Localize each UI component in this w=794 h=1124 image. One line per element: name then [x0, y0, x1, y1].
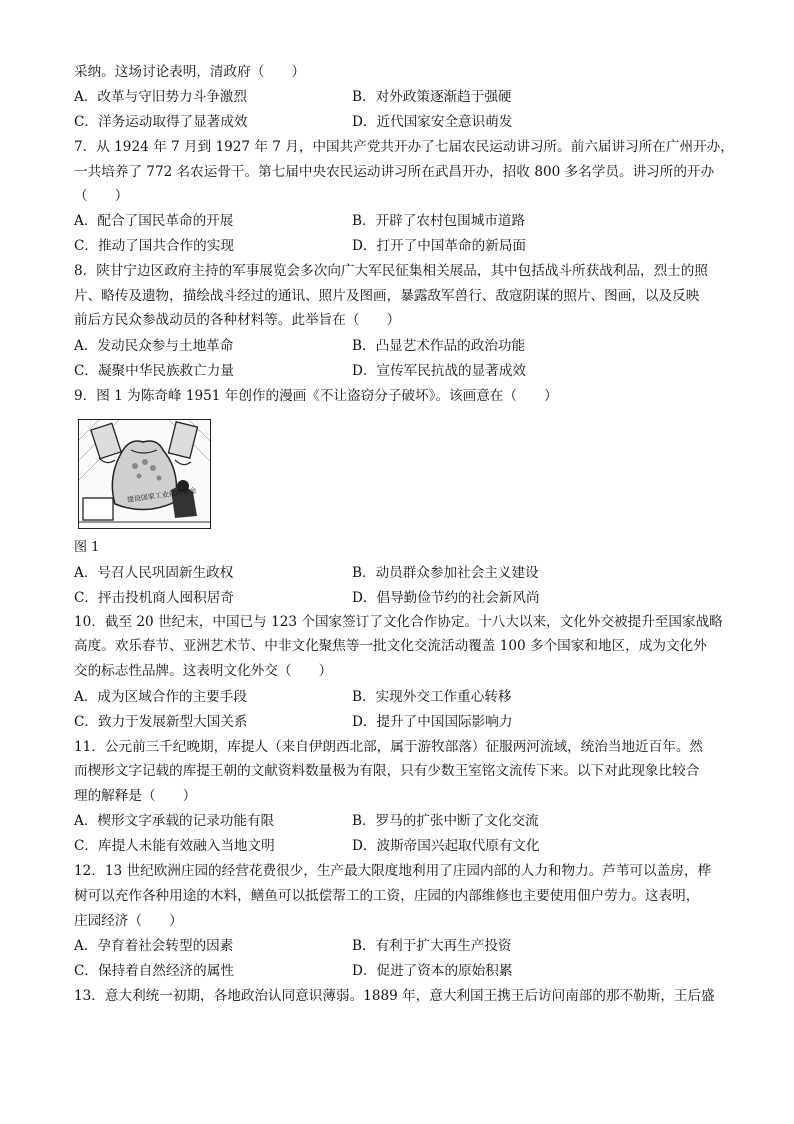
- q8-option-b[interactable]: B．凸显艺术作品的政治功能: [352, 338, 526, 354]
- q12-stem-line-2: 树可以充作各种用途的木料，鳝鱼可以抵偿帮工的工资，庄园的内部维修也主要使用佃户劳力。这表明，: [74, 888, 700, 904]
- q7-stem-line-1: 7．从 1924 年 7 月到 1927 年 7 月，中国共产党共开办了七届农民运动讲习所。前六届讲习所在广州开办，: [74, 139, 734, 155]
- q9-option-c[interactable]: C．抨击投机商人囤积居奇: [74, 590, 234, 606]
- q6-stem-tail: 采纳。这场讨论表明，清政府（ ）: [74, 64, 306, 80]
- q11-stem-line-3: 理的解释是（ ）: [74, 788, 197, 804]
- q10-stem-line-3: 交的标志性品牌。这表明文化外交（ ）: [74, 663, 333, 679]
- q7-stem-line-3: （ ）: [74, 188, 129, 204]
- q10-stem-line-2: 高度。欢乐春节、亚洲艺术节、中非文化聚焦等一批文化交流活动覆盖 100 多个国家和地区，成为文化外: [74, 638, 707, 654]
- q6-option-c[interactable]: C．洋务运动取得了显著成效: [74, 114, 248, 130]
- q8-option-c[interactable]: C．凝聚中华民族救亡力量: [74, 363, 234, 379]
- cartoon-illustration: [79, 420, 210, 528]
- q7-option-d[interactable]: D．打开了中国革命的新局面: [352, 238, 527, 254]
- q12-option-b[interactable]: B．有利于扩大再生产投资: [352, 938, 512, 954]
- cartoon-figure: [78, 419, 211, 529]
- q6-option-a[interactable]: A．改革与守旧势力斗争激烈: [74, 89, 247, 105]
- q11-option-c[interactable]: C．库提人未能有效融入当地文明: [74, 838, 275, 854]
- q10-option-c[interactable]: C．致力于发展新型大国关系: [74, 714, 248, 730]
- q6-option-b[interactable]: B．对外政策逐渐趋于强硬: [352, 89, 512, 105]
- q13-stem-line-1: 13．意大利统一初期，各地政治认同意识薄弱。1889 年，意大利国王携王后访问南部的那不勒斯，王后盛: [74, 988, 715, 1004]
- q12-option-d[interactable]: D．促进了资本的原始积累: [352, 963, 513, 979]
- q11-option-b[interactable]: B．罗马的扩张中断了文化交流: [352, 813, 539, 829]
- q7-stem-line-2: 一共培养了 772 名农运骨干。第七届中央农民运动讲习所在武昌开办，招收 800 多名学员。讲习所的开办: [74, 164, 715, 180]
- cartoon-bag-label: 建设国家工业化的资金: [126, 486, 198, 505]
- q10-option-d[interactable]: D．提升了中国国际影响力: [352, 714, 513, 730]
- q11-stem-line-1: 11．公元前三千纪晚期，库提人（来自伊朗西北部，属于游牧部落）征服两河流域，统治当地近百年。然: [74, 739, 704, 755]
- q12-option-a[interactable]: A．孕育着社会转型的因素: [74, 938, 234, 954]
- q7-option-c[interactable]: C．推动了国共合作的实现: [74, 238, 234, 254]
- q10-stem-line-1: 10．截至 20 世纪末，中国已与 123 个国家签订了文化合作协定。十八大以来，文化外交被提升至国家战略: [74, 614, 723, 630]
- figure-caption: 图 1: [74, 540, 100, 555]
- q8-option-a[interactable]: A．发动民众参与土地革命: [74, 338, 234, 354]
- q10-option-a[interactable]: A．成为区域合作的主要手段: [74, 689, 247, 705]
- q11-option-d[interactable]: D．波斯帝国兴起取代原有文化: [352, 838, 540, 854]
- q12-stem-line-1: 12．13 世纪欧洲庄园的经营花费很少，生产最大限度地利用了庄园内部的人力和物力。芦苇可以盖房，桦: [74, 863, 712, 879]
- q7-option-b[interactable]: B．开辟了农村包围城市道路: [352, 213, 526, 229]
- q8-stem-line-1: 8．陕甘宁边区政府主持的军事展览会多次向广大军民征集相关展品，其中包括战斗所获战利品，烈士的照: [74, 263, 708, 279]
- q8-stem-line-2: 片、略传及遗物，描绘战斗经过的通讯、照片及图画，暴露敌军兽行、敌寇阴谋的照片、图画，以及反映: [74, 288, 700, 304]
- q12-stem-line-3: 庄园经济（ ）: [74, 913, 183, 929]
- q11-option-a[interactable]: A．楔形文字承载的记录功能有限: [74, 813, 275, 829]
- q9-option-a[interactable]: A．号召人民巩固新生政权: [74, 565, 234, 581]
- q7-option-a[interactable]: A．配合了国民革命的开展: [74, 213, 234, 229]
- q9-stem: 9．图 1 为陈奇峰 1951 年创作的漫画《不让盗窃分子破坏》。该画意在（ ）: [74, 388, 558, 404]
- q12-option-c[interactable]: C．保持着自然经济的属性: [74, 963, 234, 979]
- q8-stem-line-3: 前后方民众参战动员的各种材料等。此举旨在（ ）: [74, 312, 401, 328]
- q9-option-b[interactable]: B．动员群众参加社会主义建设: [352, 565, 539, 581]
- q9-option-d[interactable]: D．倡导勤俭节约的社会新风尚: [352, 590, 540, 606]
- q6-option-d[interactable]: D．近代国家安全意识萌发: [352, 114, 513, 130]
- q11-stem-line-2: 而楔形文字记载的库提王朝的文献资料数量极为有限，只有少数王室铭文流传下来。以下对此现象比较合: [74, 763, 700, 779]
- q10-option-b[interactable]: B．实现外交工作重心转移: [352, 689, 512, 705]
- q8-option-d[interactable]: D．宣传军民抗战的显著成效: [352, 363, 527, 379]
